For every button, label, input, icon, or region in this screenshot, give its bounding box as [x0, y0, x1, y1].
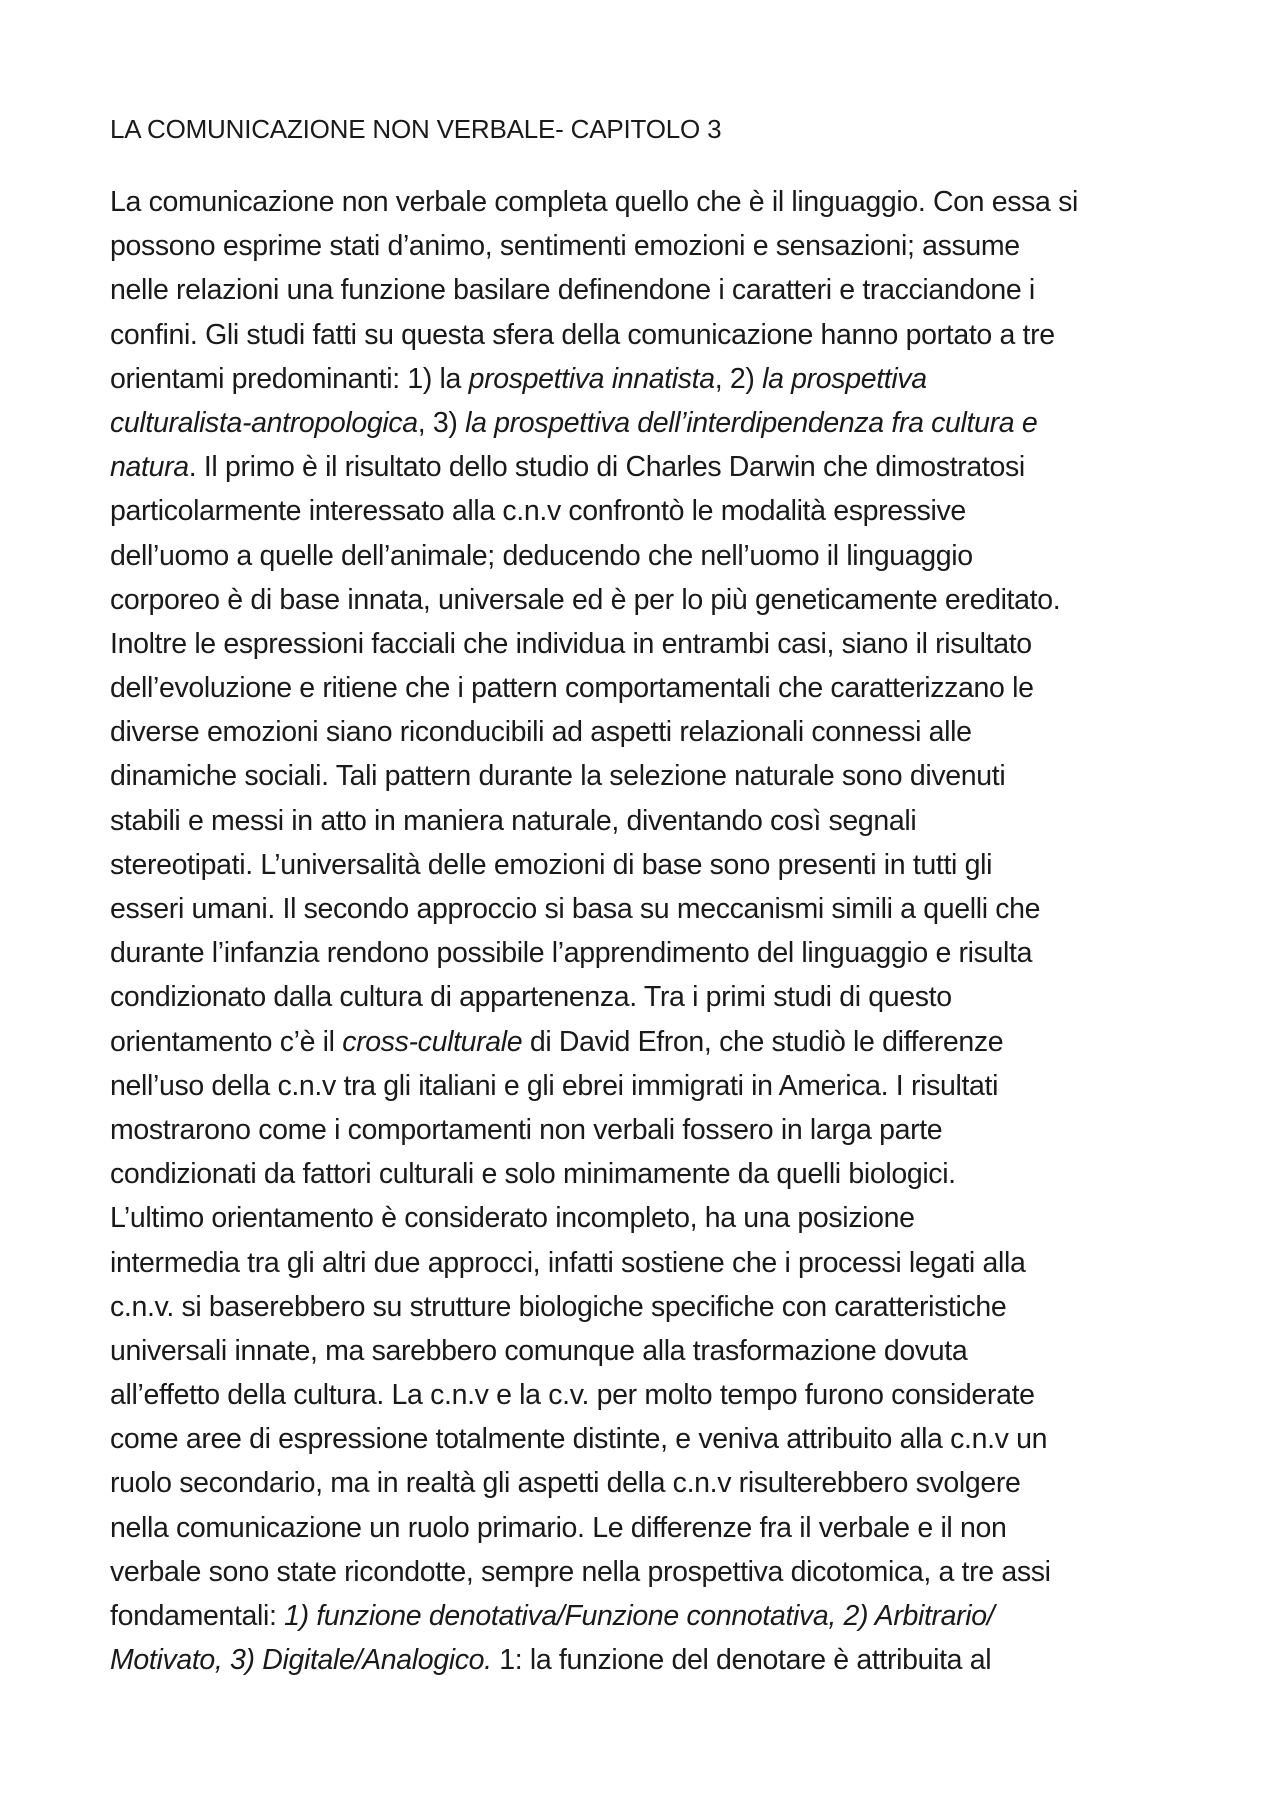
text-line [110, 1594, 1190, 1638]
text-line [110, 1285, 1190, 1329]
text-segment: nelle relazioni una funzione basilare definendone i caratteri e tracciandone i [110, 274, 1035, 307]
text-segment: L’ultimo orientamento è considerato incompleto, ha una posizione [110, 1202, 915, 1235]
text-line [110, 1417, 1190, 1461]
text-line [110, 401, 1190, 445]
text-segment: condizionato dalla cultura di appartenenza. Tra i primi studi di questo [110, 981, 952, 1014]
text-segment: di David Efron, che studiò le differenze [522, 1025, 1004, 1058]
text-line [110, 1550, 1190, 1594]
text-segment: stabili e messi in atto in maniera naturale, diventando così segnali [110, 804, 917, 837]
text-line [110, 313, 1190, 357]
text-line [110, 1241, 1190, 1285]
text-line [110, 1638, 1190, 1682]
italic-text-segment: la prospettiva dell’interdipendenza fra cultura e [465, 406, 1038, 439]
text-segment: come aree di espressione totalmente distinte, e veniva attribuito alla c.n.v un [110, 1423, 1048, 1456]
text-segment: intermedia tra gli altri due approcci, infatti sostiene che i processi legati alla [110, 1246, 1026, 1279]
italic-text-segment: 1) funzione denotativa/Funzione connotativa, 2) Arbitrario/ [284, 1600, 995, 1632]
text-segment: dinamiche sociali. Tali pattern durante la selezione naturale sono divenuti [110, 760, 1006, 793]
text-segment: fondamentali: [110, 1600, 285, 1632]
text-line [110, 887, 1190, 931]
text-segment: dell’evoluzione e ritiene che i pattern comportamentali che caratterizzano le [110, 672, 1034, 705]
text-line [110, 1506, 1190, 1550]
document-body [110, 180, 1190, 1682]
text-line [110, 622, 1190, 666]
text-line [110, 975, 1190, 1019]
text-line [110, 1461, 1190, 1505]
text-line [110, 1196, 1190, 1240]
text-segment: durante l’infanzia rendono possibile l’apprendimento del linguaggio e risulta [110, 937, 1033, 970]
text-segment: possono esprime stati d’animo, sentimenti emozioni e sensazioni; assume [110, 230, 1020, 263]
text-segment: orientamento c’è il [110, 1025, 343, 1058]
text-line [110, 357, 1190, 401]
italic-text-segment: cross-culturale [342, 1025, 523, 1058]
text-segment: universali innate, ma sarebbero comunque alla trasformazione dovuta [110, 1334, 968, 1367]
italic-text-segment: Motivato, 3) Digitale/Analogico. [110, 1644, 492, 1677]
text-line [110, 1373, 1190, 1417]
text-segment: ruolo secondario, ma in realtà gli aspetti della c.n.v risulterebbero svolgere [110, 1467, 1021, 1500]
text-line [110, 754, 1190, 798]
text-segment: nell’uso della c.n.v tra gli italiani e gli ebrei immigrati in America. I risultati [110, 1069, 999, 1102]
text-segment: particolarmente interessato alla c.n.v confrontò le modalità espressive [110, 495, 966, 528]
text-line [110, 578, 1190, 622]
text-segment: mostrarono come i comportamenti non verbali fossero in larga parte [110, 1113, 943, 1146]
text-segment: confini. Gli studi fatti su questa sfera della comunicazione hanno portato a tre [110, 318, 1055, 351]
text-segment: stereotipati. L’universalità delle emozioni di base sono presenti in tutti gli [110, 848, 993, 881]
text-line [110, 445, 1190, 489]
text-line [110, 931, 1190, 975]
text-line [110, 799, 1190, 843]
text-line [110, 666, 1190, 710]
text-line [110, 180, 1190, 224]
text-segment: orientami predominanti: 1) la [110, 362, 469, 395]
text-segment: dell’uomo a quelle dell’animale; deducendo che nell’uomo il linguaggio [110, 539, 973, 572]
text-segment: diverse emozioni siano riconducibili ad aspetti relazionali connessi alle [110, 716, 972, 749]
text-segment: verbale sono state ricondotte, sempre nella prospettiva dicotomica, a tre assi [110, 1555, 1051, 1588]
text-line [110, 1152, 1190, 1196]
text-line [110, 1064, 1190, 1108]
italic-text-segment: natura [110, 451, 189, 484]
text-segment: esseri umani. Il secondo approccio si basa su meccanismi simili a quelli che [110, 893, 1041, 925]
italic-text-segment: culturalista-antropologica [110, 406, 418, 439]
text-line [110, 843, 1190, 887]
text-segment: Inoltre le espressioni facciali che individua in entrambi casi, siano il risultato [110, 627, 1032, 660]
text-segment: , 3) [417, 406, 466, 439]
text-segment: c.n.v. si baserebbero su strutture biologiche specifiche con caratteristiche [110, 1290, 1007, 1323]
text-segment: nella comunicazione un ruolo primario. Le differenze fra il verbale e il non [110, 1511, 1007, 1544]
text-line [110, 489, 1190, 533]
text-segment: condizionati da fattori culturali e solo minimamente da quelli biologici. [110, 1158, 956, 1191]
text-segment: La comunicazione non verbale completa quello che è il linguaggio. Con essa si [110, 186, 1079, 218]
text-segment: . Il primo è il risultato dello studio di Charles Darwin che dimostratosi [188, 451, 1025, 484]
text-line [110, 534, 1190, 578]
text-line [110, 1020, 1190, 1064]
text-line [110, 710, 1190, 754]
text-line [110, 268, 1190, 312]
italic-text-segment: la prospettiva [762, 362, 927, 395]
text-line [110, 1108, 1190, 1152]
text-segment: all’effetto della cultura. La c.n.v e la c.v. per molto tempo furono considerate [110, 1379, 1035, 1412]
text-line [110, 1329, 1190, 1373]
text-line [110, 224, 1190, 268]
text-segment: , 2) [714, 362, 763, 395]
document-title: LA COMUNICAZIONE NON VERBALE- CAPITOLO 3 [110, 114, 722, 144]
italic-text-segment: prospettiva innatista [468, 362, 715, 395]
text-segment: 1: la funzione del denotare è attribuita al [491, 1644, 992, 1677]
text-segment: corporeo è di base innata, universale ed è per lo più geneticamente ereditato. [110, 583, 1061, 616]
